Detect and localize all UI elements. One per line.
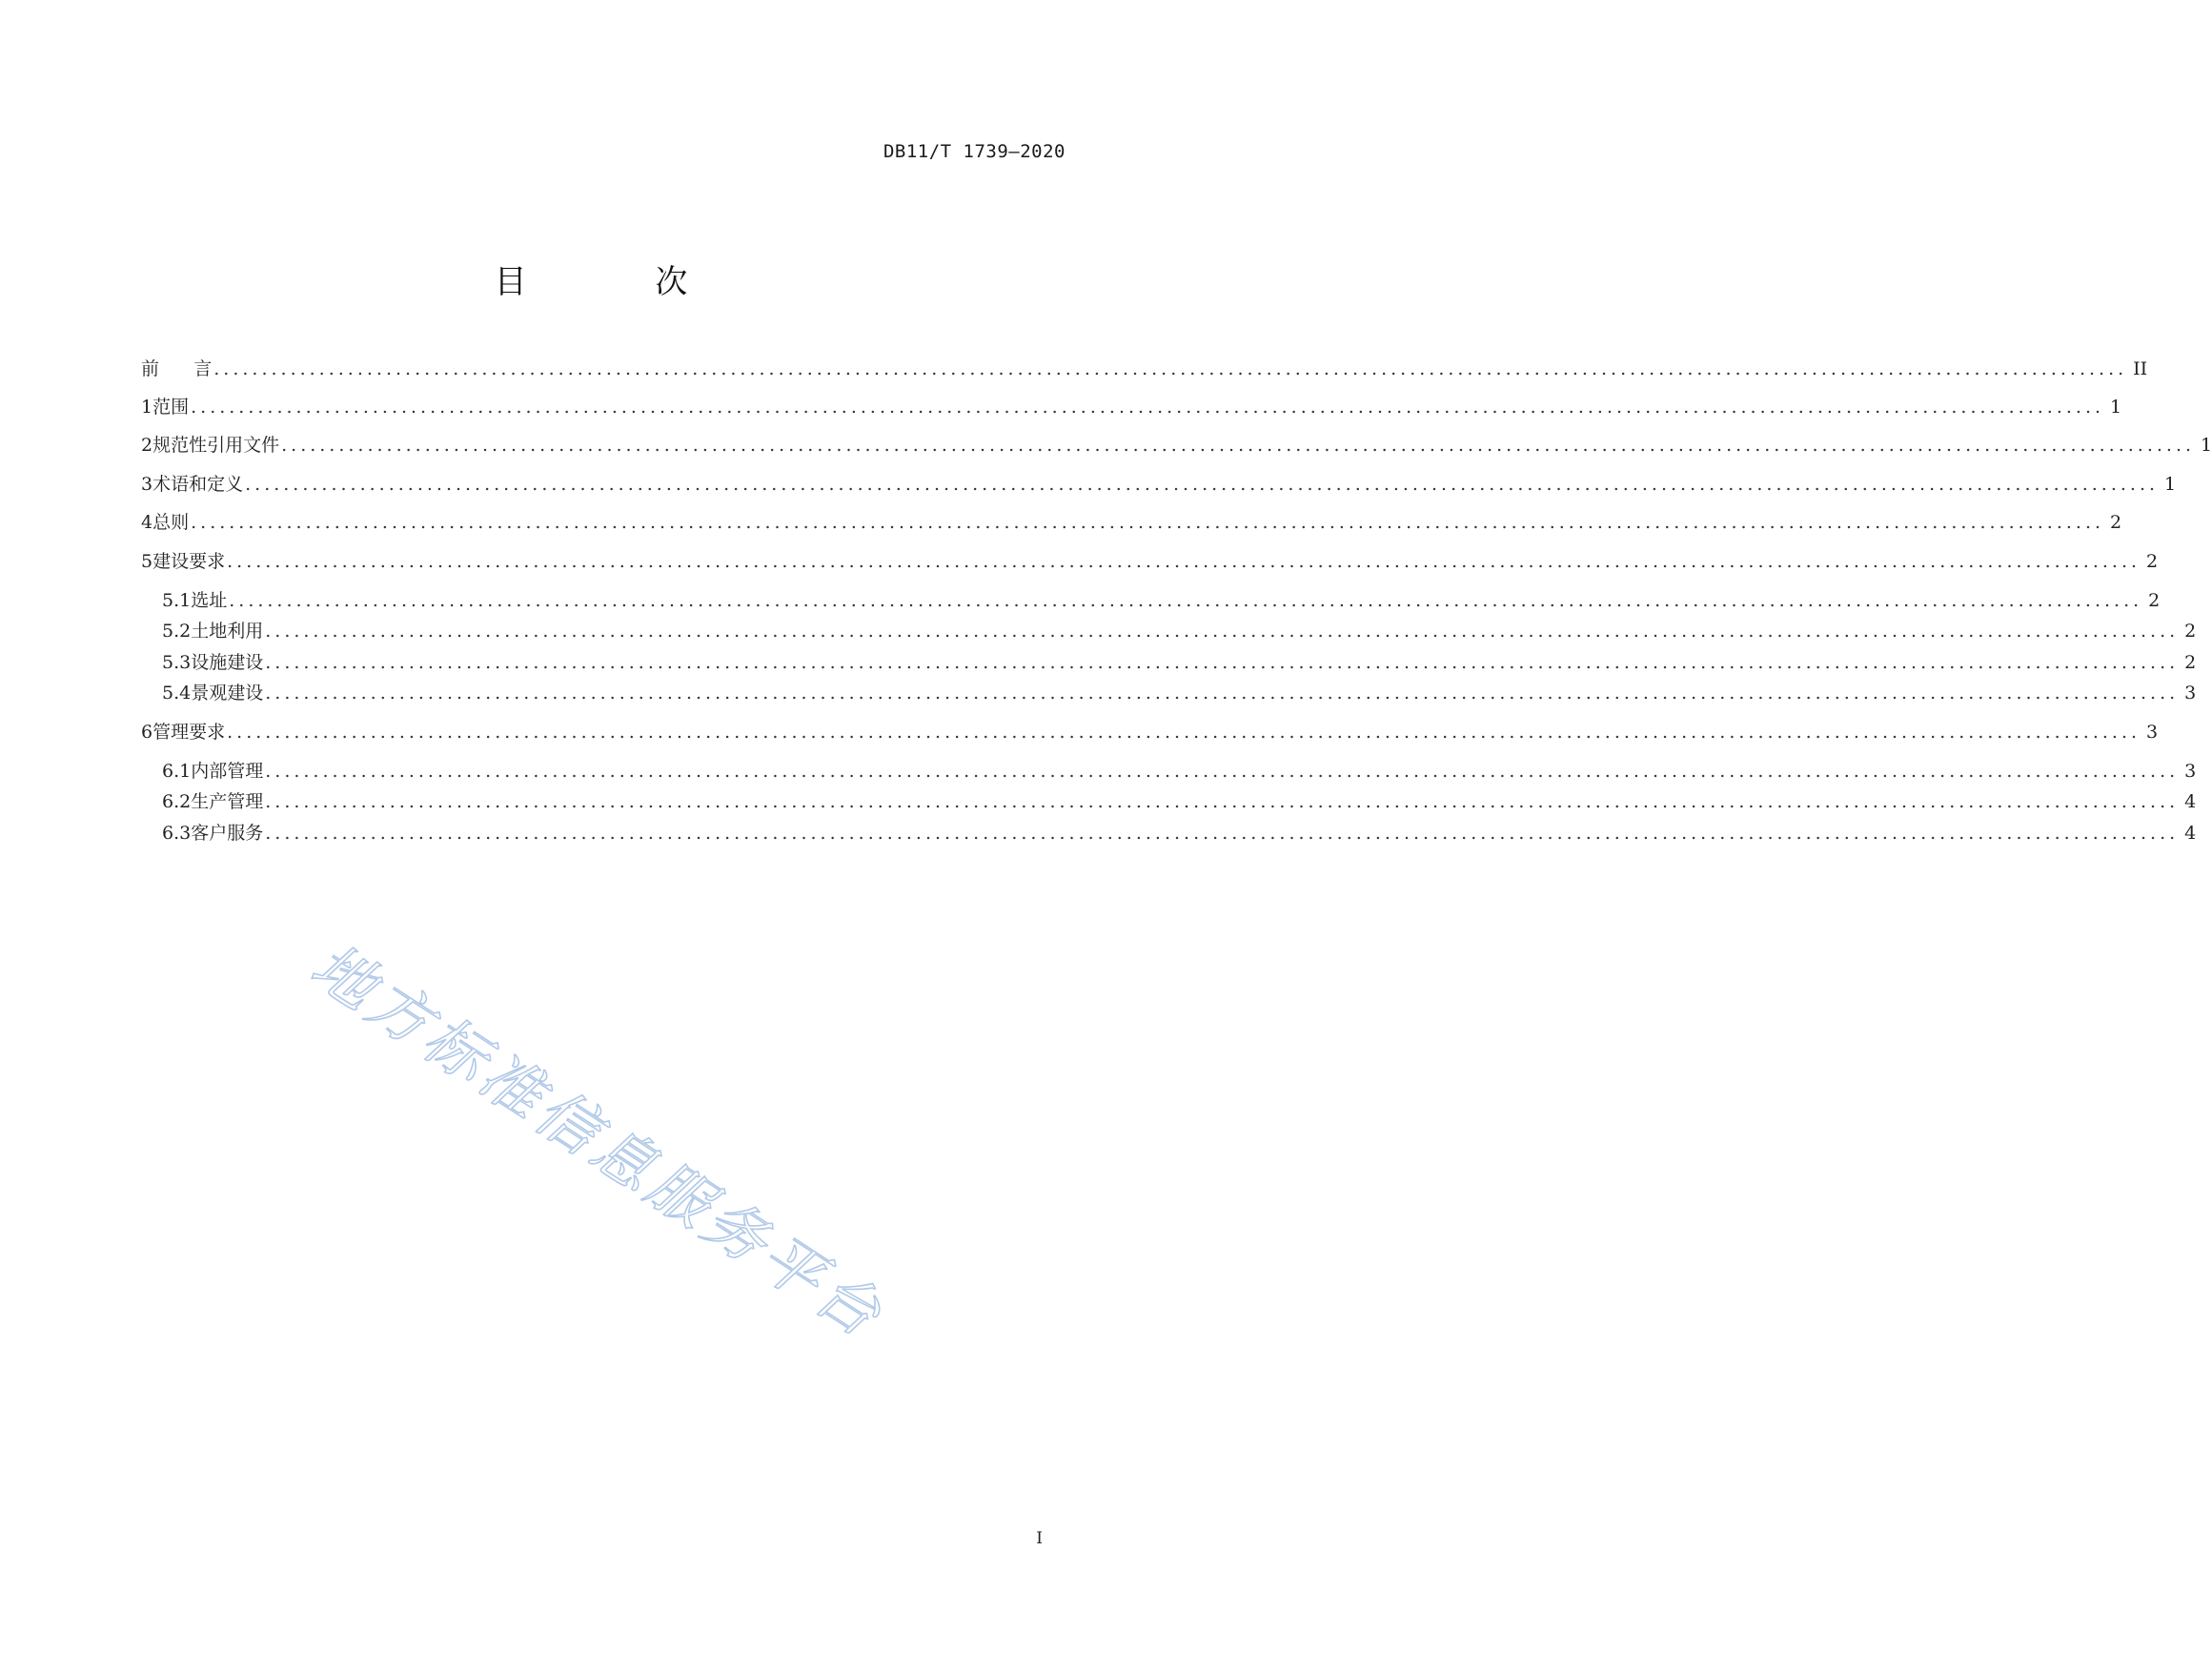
toc-entry-number: 4 <box>141 512 153 533</box>
toc-entry-number: 1 <box>141 397 153 418</box>
toc-entry-page: 1 <box>2110 397 2122 418</box>
toc-entry-label: 土地利用 <box>191 621 264 642</box>
toc-dot-leader: ........................................................................................................................................................................................................ <box>227 722 2141 743</box>
toc-entry-number: 6.2 <box>162 791 192 812</box>
toc-entry-label: 范围 <box>152 397 190 418</box>
toc-entry-page: 3 <box>2184 683 2197 704</box>
toc-entry-number: 2 <box>141 435 153 456</box>
toc-entry-number: 5.3 <box>162 652 192 673</box>
toc-entry-label: 生产管理 <box>191 791 264 812</box>
toc-entry[interactable] <box>141 393 2122 419</box>
toc-entry[interactable] <box>141 547 2159 574</box>
toc-entry-number: 6 <box>141 722 153 743</box>
toc-entry[interactable] <box>141 431 2212 458</box>
toc-dot-leader: ........................................................................................................................................................................................................ <box>191 512 2105 533</box>
toc-entry[interactable] <box>162 787 2197 814</box>
toc-entry-number: 5.4 <box>162 683 192 704</box>
toc-entry-label: 内部管理 <box>191 761 264 782</box>
toc-entry-page: 1 <box>2201 435 2212 456</box>
toc-entry-page: 3 <box>2146 722 2159 743</box>
toc-entry[interactable] <box>162 586 2161 613</box>
toc-entry-number: 5.2 <box>162 621 192 642</box>
toc-entry-number: 6.3 <box>162 823 192 844</box>
toc-dot-leader: ........................................................................................................................................................................................................ <box>227 551 2141 572</box>
toc-dot-leader: ........................................................................................................................................................................................................ <box>191 397 2105 418</box>
toc-entry-label: 选址 <box>191 590 228 611</box>
toc-entry-label: 术语和定义 <box>152 474 244 495</box>
toc-entry[interactable] <box>141 508 2122 535</box>
toc-dot-leader: ........................................................................................................................................................................................................ <box>265 683 2180 704</box>
toc-entry-page: 4 <box>2184 823 2197 844</box>
toc-entry[interactable] <box>162 617 2197 643</box>
toc-entry-page: 2 <box>2184 652 2197 673</box>
page-number: I <box>1036 1529 1043 1548</box>
toc-entry-label: 管理要求 <box>152 722 226 743</box>
toc-entry-page: 2 <box>2184 621 2197 642</box>
toc-entry-label: 客户服务 <box>191 823 264 844</box>
toc-entry-page: II <box>2133 358 2148 379</box>
toc-dot-leader: ........................................................................................................................................................................................................ <box>229 590 2143 611</box>
watermark-text: 地方标准信息服务平台 <box>298 930 897 1354</box>
document-code: DB11/T 1739—2020 <box>883 141 1065 162</box>
toc-entry[interactable] <box>141 355 2148 381</box>
toc-dot-leader: ........................................................................................................................................................................................................ <box>281 435 2196 456</box>
toc-entry-page: 4 <box>2184 791 2197 812</box>
toc-entry-page: 1 <box>2164 474 2177 495</box>
toc-entry-label: 景观建设 <box>191 683 264 704</box>
toc-entry-page: 2 <box>2146 551 2159 572</box>
toc-dot-leader: ........................................................................................................................................................................................................ <box>265 823 2180 844</box>
toc-dot-leader: ........................................................................................................................................................................................................ <box>265 791 2180 812</box>
toc-entry-number: 3 <box>141 474 153 495</box>
toc-entry[interactable] <box>141 470 2177 497</box>
toc-dot-leader: ........................................................................................................................................................................................................ <box>245 474 2160 495</box>
toc-entry-label: 总则 <box>152 512 190 533</box>
toc-entry-number: 5.1 <box>162 590 192 611</box>
toc-entry-page: 2 <box>2110 512 2122 533</box>
toc-entry[interactable] <box>141 718 2159 745</box>
toc-entry-page: 2 <box>2148 590 2161 611</box>
page-title: 目 次 <box>494 263 747 301</box>
toc-entry-label: 规范性引用文件 <box>152 435 280 456</box>
toc-entry-number: 6.1 <box>162 761 192 782</box>
toc-entry-number: 5 <box>141 551 153 572</box>
toc-entry-label: 前 言 <box>141 358 213 379</box>
toc-entry[interactable] <box>162 819 2197 846</box>
toc-entry-label: 建设要求 <box>152 551 226 572</box>
toc-entry-label: 设施建设 <box>191 652 264 673</box>
toc-entry[interactable] <box>162 679 2197 705</box>
toc-dot-leader: ........................................................................................................................................................................................................ <box>265 652 2180 673</box>
toc-entry[interactable] <box>162 757 2197 784</box>
toc-dot-leader: ........................................................................................................................................................................................................ <box>265 761 2180 782</box>
toc-entry[interactable] <box>162 648 2197 675</box>
toc-dot-leader: ........................................................................................................................................................................................................ <box>265 621 2180 642</box>
toc-dot-leader: ........................................................................................................................................................................................................ <box>213 358 2128 379</box>
toc-entry-page: 3 <box>2184 761 2197 782</box>
